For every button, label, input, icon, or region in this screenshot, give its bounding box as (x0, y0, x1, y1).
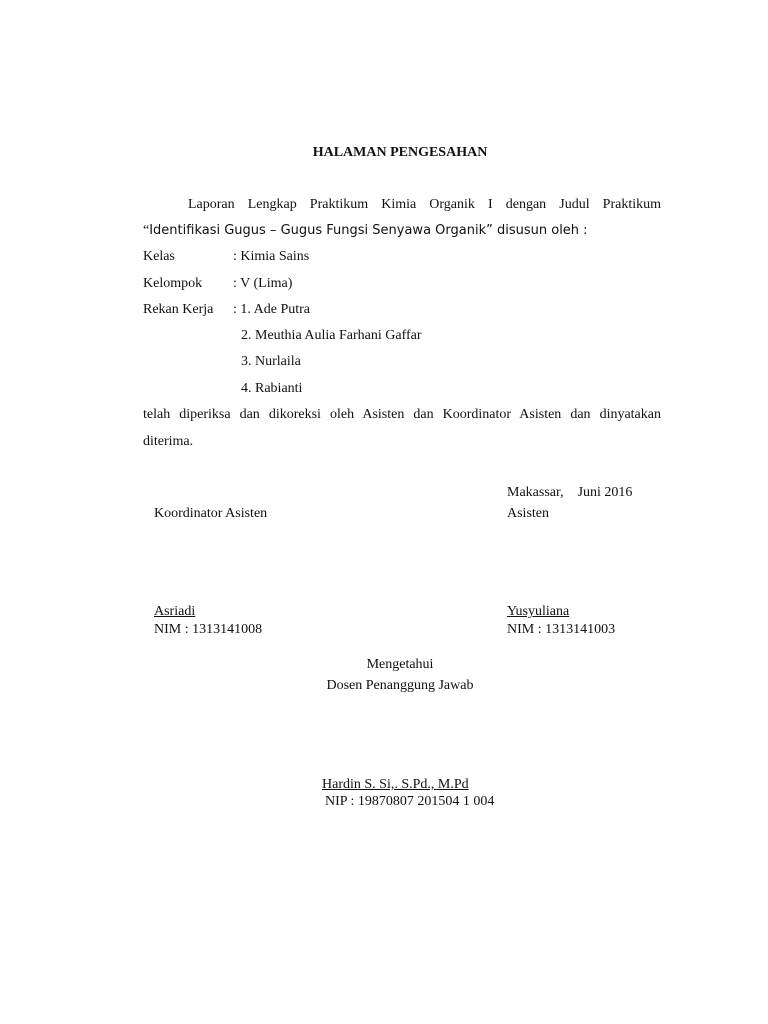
kelompok-label: Kelompok (143, 276, 203, 291)
right-signatory-id: NIM : 1313141003 (507, 622, 616, 637)
kelas-label: Kelas (143, 249, 175, 264)
approver-name: Hardin S. Si,. S.Pd., M.Pd (322, 777, 469, 792)
rekan-item: 3. Nurlaila (241, 354, 301, 369)
approver-role: Dosen Penanggung Jawab (326, 678, 474, 693)
approver-heading: Mengetahui (366, 657, 434, 672)
rekan-item: 2. Meuthia Aulia Farhani Gaffar (241, 328, 422, 343)
kelompok-value: : V (Lima) (233, 276, 293, 291)
intro-line-2 (143, 222, 588, 240)
page-title: HALAMAN PENGESAHAN (312, 145, 488, 160)
kelas-value: : Kimia Sains (233, 249, 310, 264)
place-date: Makassar, Juni 2016 (507, 485, 633, 500)
approver-id: NIP : 19870807 201504 1 004 (325, 794, 495, 809)
left-signatory-role: Koordinator Asisten (154, 506, 268, 521)
left-signatory-name: Asriadi (154, 604, 196, 619)
rekan-item: 4. Rabianti (241, 381, 303, 396)
right-signatory-role: Asisten (507, 506, 549, 521)
rekan-label: Rekan Kerja (143, 302, 214, 317)
intro-open-quote: “ (143, 223, 150, 238)
closing-line-1: telah diperiksa dan dikoreksi oleh Asisten dan Koordinator Asisten dan dinyatakan (143, 407, 661, 422)
rekan-item: : 1. Ade Putra (233, 302, 310, 317)
right-signatory-name: Yusyuliana (507, 604, 570, 619)
closing-line-2: diterima. (143, 434, 194, 449)
left-signatory-id: NIM : 1313141008 (154, 622, 263, 637)
intro-line-1: Laporan Lengkap Praktikum Kimia Organik I dengan Judul Praktikum (188, 197, 661, 212)
intro-report-title: Identifikasi Gugus – Gugus Fungsi Senyawa Organik” disusun oleh : (149, 223, 588, 238)
